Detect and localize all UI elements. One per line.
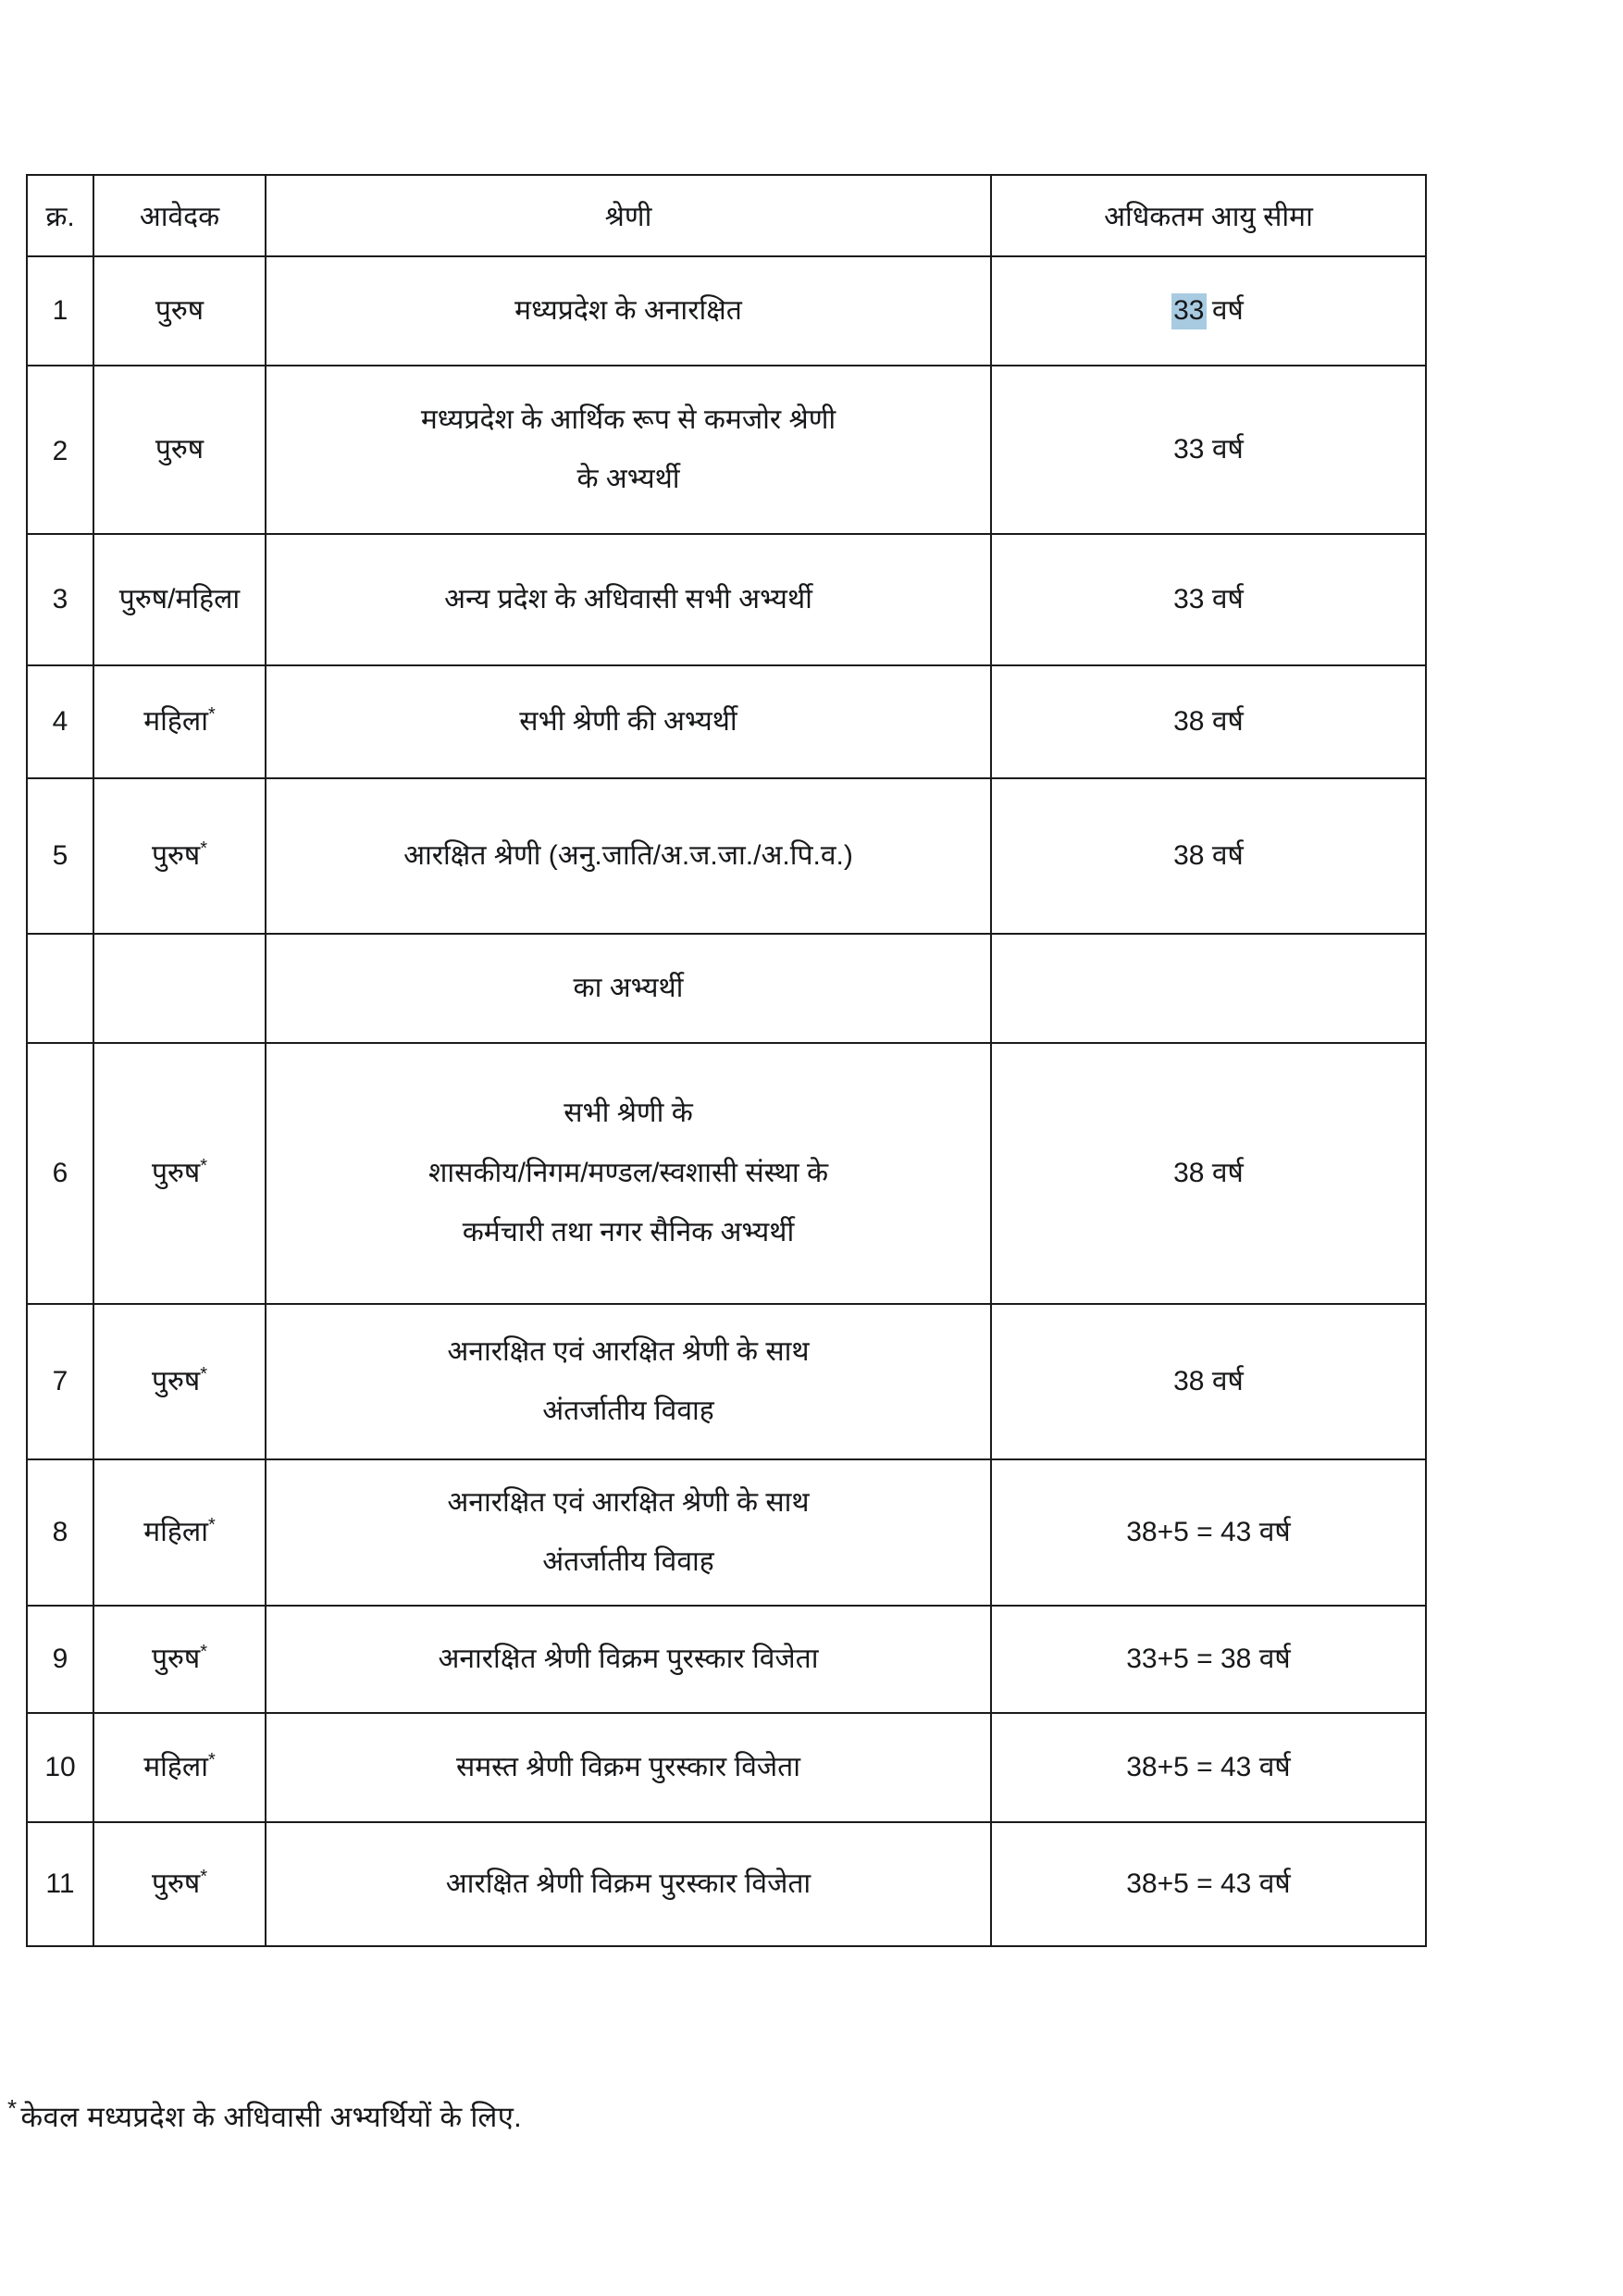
cell-max-age [991, 665, 1426, 778]
category-value [266, 958, 990, 1020]
cell-category [266, 1822, 991, 1946]
applicant-value [94, 280, 265, 342]
cell-sno [27, 256, 93, 366]
footnote-star-marker: * [7, 2093, 18, 2122]
sno-value: 8 [52, 1516, 68, 1547]
table-row [27, 1713, 1426, 1822]
cell-sno [27, 534, 93, 665]
category-line: सभी श्रेणी की अभ्यर्थी [519, 705, 737, 737]
max-age-value [992, 1351, 1425, 1413]
category-line: समस्त श्रेणी विक्रम पुरस्कार विजेता [455, 1751, 801, 1782]
table-row [27, 1606, 1426, 1713]
cell-max-age [991, 1304, 1426, 1459]
cell-applicant [93, 1822, 266, 1946]
category-line: अनारक्षित श्रेणी विक्रम पुरस्कार विजेता [438, 1643, 819, 1674]
category-value [266, 280, 990, 342]
footnote-star-icon: * [207, 703, 216, 725]
category-line: अन्य प्रदेश के अधिवासी सभी अभ्यर्थी [444, 583, 812, 614]
sno-value: 10 [44, 1751, 76, 1782]
max-age-unit: वर्ष [1211, 839, 1244, 871]
cell-sno [27, 778, 93, 934]
table-row [27, 534, 1426, 665]
cell-applicant [93, 934, 266, 1043]
table-row [27, 1304, 1426, 1459]
max-age-number: 38+5 = 43 [1126, 1868, 1252, 1899]
applicant-value [94, 1502, 265, 1564]
max-age-number: 33 [1173, 583, 1205, 614]
table-body [27, 175, 1426, 1946]
applicant-label: पुरुष [155, 433, 204, 465]
category-line: के अभ्यर्थी [576, 464, 680, 494]
header-cell-applicant [93, 175, 266, 256]
cell-applicant [93, 1043, 266, 1304]
header-cell-sno [27, 175, 93, 256]
applicant-value [94, 1737, 265, 1799]
sno-value: 6 [52, 1157, 68, 1188]
cell-applicant [93, 665, 266, 778]
sno-value: 11 [45, 1868, 75, 1899]
max-age-unit: वर्ष [1211, 294, 1244, 326]
max-age-number: 38 [1173, 839, 1205, 871]
cell-max-age [991, 1459, 1426, 1606]
max-age-unit: वर्ष [1258, 1751, 1291, 1782]
applicant-value [94, 569, 265, 631]
cell-max-age [991, 1713, 1426, 1822]
cell-category [266, 1459, 991, 1606]
max-age-number: 33+5 = 38 [1126, 1643, 1252, 1674]
category-line: आरक्षित श्रेणी विक्रम पुरस्कार विजेता [445, 1868, 812, 1899]
cell-max-age [991, 934, 1426, 1043]
category-value [266, 825, 990, 887]
max-age-unit: वर्ष [1258, 1868, 1291, 1899]
header-label-max-age: अधिकतम आयु सीमा [1104, 201, 1313, 232]
category-value [266, 691, 990, 753]
cell-max-age [991, 778, 1426, 934]
cell-applicant [93, 778, 266, 934]
footnote-star-icon: * [200, 1155, 208, 1176]
applicant-value [94, 1629, 265, 1691]
applicant-label: पुरुष [151, 1365, 201, 1396]
max-age-unit: वर्ष [1211, 433, 1244, 465]
category-line: मध्यप्रदेश के आर्थिक रूप से कमजोर श्रेणी [420, 403, 836, 435]
max-age-value [992, 280, 1425, 342]
category-value [266, 1737, 990, 1799]
applicant-value [94, 1351, 265, 1413]
sno-value: 3 [52, 583, 68, 614]
max-age-value [992, 979, 1425, 998]
cell-category [266, 665, 991, 778]
table-row [27, 778, 1426, 934]
cell-sno [27, 1043, 93, 1304]
category-line: अंतर्जातीय विवाह [542, 1396, 714, 1426]
category-line: शासकीय/निगम/मण्डल/स्वशासी संस्था के [427, 1157, 829, 1188]
max-age-value [992, 419, 1425, 481]
max-age-number: 38+5 = 43 [1126, 1516, 1252, 1547]
cell-applicant [93, 256, 266, 366]
category-line: सभी श्रेणी के [564, 1098, 693, 1129]
max-age-number: 38 [1173, 705, 1205, 737]
sno-value: 9 [52, 1643, 68, 1674]
sno-value: 5 [52, 839, 68, 871]
cell-sno [27, 934, 93, 1043]
max-age-number: 38 [1173, 1365, 1205, 1396]
sno-value: 2 [52, 435, 68, 466]
header-cell-category [266, 175, 991, 256]
max-age-number: 38+5 = 43 [1126, 1751, 1252, 1782]
category-value [266, 1629, 990, 1691]
max-age-value [992, 1737, 1425, 1799]
cell-sno [27, 1606, 93, 1713]
category-line: का अभ्यर्थी [573, 972, 684, 1003]
applicant-label: पुरुष [151, 1157, 201, 1188]
cell-max-age [991, 534, 1426, 665]
table-row [27, 1459, 1426, 1606]
category-value [266, 569, 990, 631]
applicant-value [94, 1143, 265, 1205]
category-value [266, 1075, 990, 1272]
applicant-value [94, 419, 265, 481]
cell-applicant [93, 1304, 266, 1459]
footnote-star-icon: * [200, 1363, 208, 1384]
cell-max-age [991, 256, 1426, 366]
footnote [7, 2093, 1395, 2136]
applicant-label: महिला [143, 1516, 208, 1547]
cell-category [266, 256, 991, 366]
table-row [27, 1043, 1426, 1304]
header-label-applicant: आवेदक [139, 201, 220, 232]
max-age-unit: वर्ष [1211, 583, 1244, 614]
max-age-unit: वर्ष [1211, 1157, 1244, 1188]
applicant-value [94, 979, 265, 998]
cell-applicant [93, 1713, 266, 1822]
table-row [27, 665, 1426, 778]
category-value [266, 1465, 990, 1601]
cell-max-age [991, 366, 1426, 534]
category-value [266, 382, 990, 518]
age-limit-table [26, 174, 1427, 1947]
category-line: अंतर्जातीय विवाह [542, 1546, 714, 1577]
cell-sno [27, 1459, 93, 1606]
table-header-row [27, 175, 1426, 256]
cell-category [266, 778, 991, 934]
applicant-label: पुरुष [151, 1643, 201, 1674]
cell-category [266, 1304, 991, 1459]
category-value [266, 1314, 990, 1450]
max-age-number: 38 [1173, 1157, 1205, 1188]
cell-sno [27, 1713, 93, 1822]
footnote-star-icon: * [200, 838, 208, 859]
category-value [266, 1854, 990, 1916]
cell-sno [27, 665, 93, 778]
applicant-value [94, 825, 265, 887]
sno-value: 7 [52, 1365, 68, 1396]
table-row [27, 256, 1426, 366]
table-row [27, 1822, 1426, 1946]
cell-category [266, 534, 991, 665]
footnote-star-icon: * [207, 1514, 216, 1535]
footnote-star-icon: * [200, 1866, 208, 1887]
age-limit-table-container [26, 174, 1425, 1947]
applicant-label: पुरुष [155, 294, 204, 326]
sno-value: 1 [52, 294, 68, 326]
sno-value: 4 [52, 705, 68, 737]
header-label-category: श्रेणी [604, 201, 652, 232]
cell-applicant [93, 1606, 266, 1713]
cell-sno [27, 1822, 93, 1946]
max-age-unit: वर्ष [1211, 705, 1244, 737]
cell-sno [27, 366, 93, 534]
header-cell-max-age [991, 175, 1426, 256]
max-age-value [992, 569, 1425, 631]
max-age-value [992, 825, 1425, 887]
category-line: मध्यप्रदेश के अनारक्षित [514, 294, 742, 326]
category-line: आरक्षित श्रेणी (अनु.जाति/अ.ज.जा./अ.पि.व.) [403, 839, 853, 871]
applicant-value [94, 1854, 265, 1916]
cell-sno [27, 1304, 93, 1459]
cell-max-age [991, 1606, 1426, 1713]
applicant-label: पुरुष [151, 1868, 201, 1899]
category-line: अनारक्षित एवं आरक्षित श्रेणी के साथ [447, 1486, 810, 1518]
category-line: कर्मचारी तथा नगर सैनिक अभ्यर्थी [462, 1217, 795, 1248]
footnote-star-icon: * [200, 1641, 208, 1662]
cell-category [266, 1713, 991, 1822]
max-age-value [992, 1502, 1425, 1564]
cell-applicant [93, 1459, 266, 1606]
applicant-label: महिला [143, 1751, 208, 1782]
cell-max-age [991, 1822, 1426, 1946]
max-age-value [992, 1629, 1425, 1691]
sno-value [28, 979, 93, 998]
table-row [27, 934, 1426, 1043]
max-age-value [992, 1854, 1425, 1916]
applicant-label: पुरुष/महिला [118, 583, 241, 614]
category-line: अनारक्षित एवं आरक्षित श्रेणी के साथ [447, 1335, 810, 1367]
max-age-value [992, 1143, 1425, 1205]
max-age-unit: वर्ष [1258, 1643, 1291, 1674]
max-age-number-selected: 33 [1171, 293, 1206, 329]
max-age-unit: वर्ष [1211, 1365, 1244, 1396]
cell-max-age [991, 1043, 1426, 1304]
header-label-sno: क्र. [45, 201, 75, 232]
cell-applicant [93, 366, 266, 534]
cell-category [266, 366, 991, 534]
cell-applicant [93, 534, 266, 665]
cell-category [266, 1043, 991, 1304]
cell-category [266, 934, 991, 1043]
cell-category [266, 1606, 991, 1713]
max-age-value [992, 691, 1425, 753]
table-row [27, 366, 1426, 534]
applicant-label: पुरुष [151, 839, 201, 871]
footnote-star-icon: * [207, 1749, 216, 1770]
applicant-value [94, 691, 265, 753]
max-age-unit: वर्ष [1258, 1516, 1291, 1547]
footnote-text: केवल मध्यप्रदेश के अधिवासी अभ्यर्थियों के लिए. [20, 2101, 523, 2133]
max-age-number: 33 [1173, 433, 1205, 465]
applicant-label: महिला [143, 705, 208, 737]
